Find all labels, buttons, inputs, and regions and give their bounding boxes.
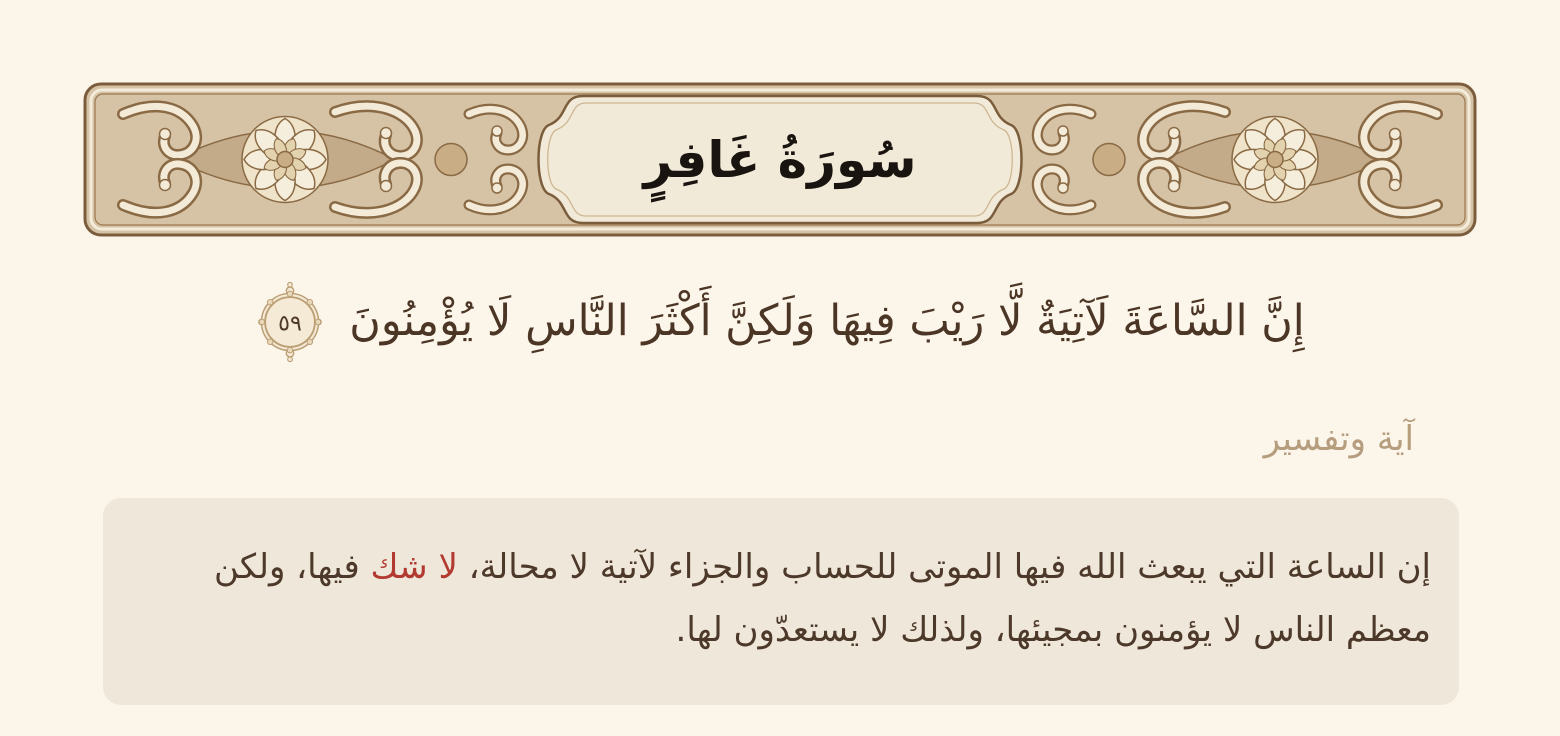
tafsir-box: [103, 498, 1459, 705]
surah-title: سُورَةُ غَافِرٍ: [643, 130, 917, 189]
section-label: آية وتفسير: [1263, 419, 1414, 459]
tafsir-highlight: لا شك: [370, 547, 458, 587]
surah-header-banner: [83, 82, 1477, 237]
verse-number-badge: [255, 281, 325, 363]
arabesque-border-icon: [83, 82, 1477, 237]
tafsir-text: [169, 536, 1431, 662]
tafsir-text-after: فيها، ولكن معظم الناس لا يؤمنون بمجيئها، ولذلك لا يستعدّون لها.: [213, 547, 1431, 650]
verse-text: إِنَّ السَّاعَةَ لَآتِيَةٌ لَّا رَيْبَ فِيهَا وَلَكِنَّ أَكْثَرَ النَّاسِ لَا يُؤْمِنُونَ: [349, 296, 1305, 347]
tafsir-text-before: إن الساعة التي يبعث الله فيها الموتى للحساب والجزاء لآتية لا محالة،: [457, 547, 1431, 587]
verse-row: [0, 262, 1560, 382]
verse-marker-ornament-icon: [255, 281, 325, 363]
verse-number: ٥٩: [278, 310, 303, 337]
